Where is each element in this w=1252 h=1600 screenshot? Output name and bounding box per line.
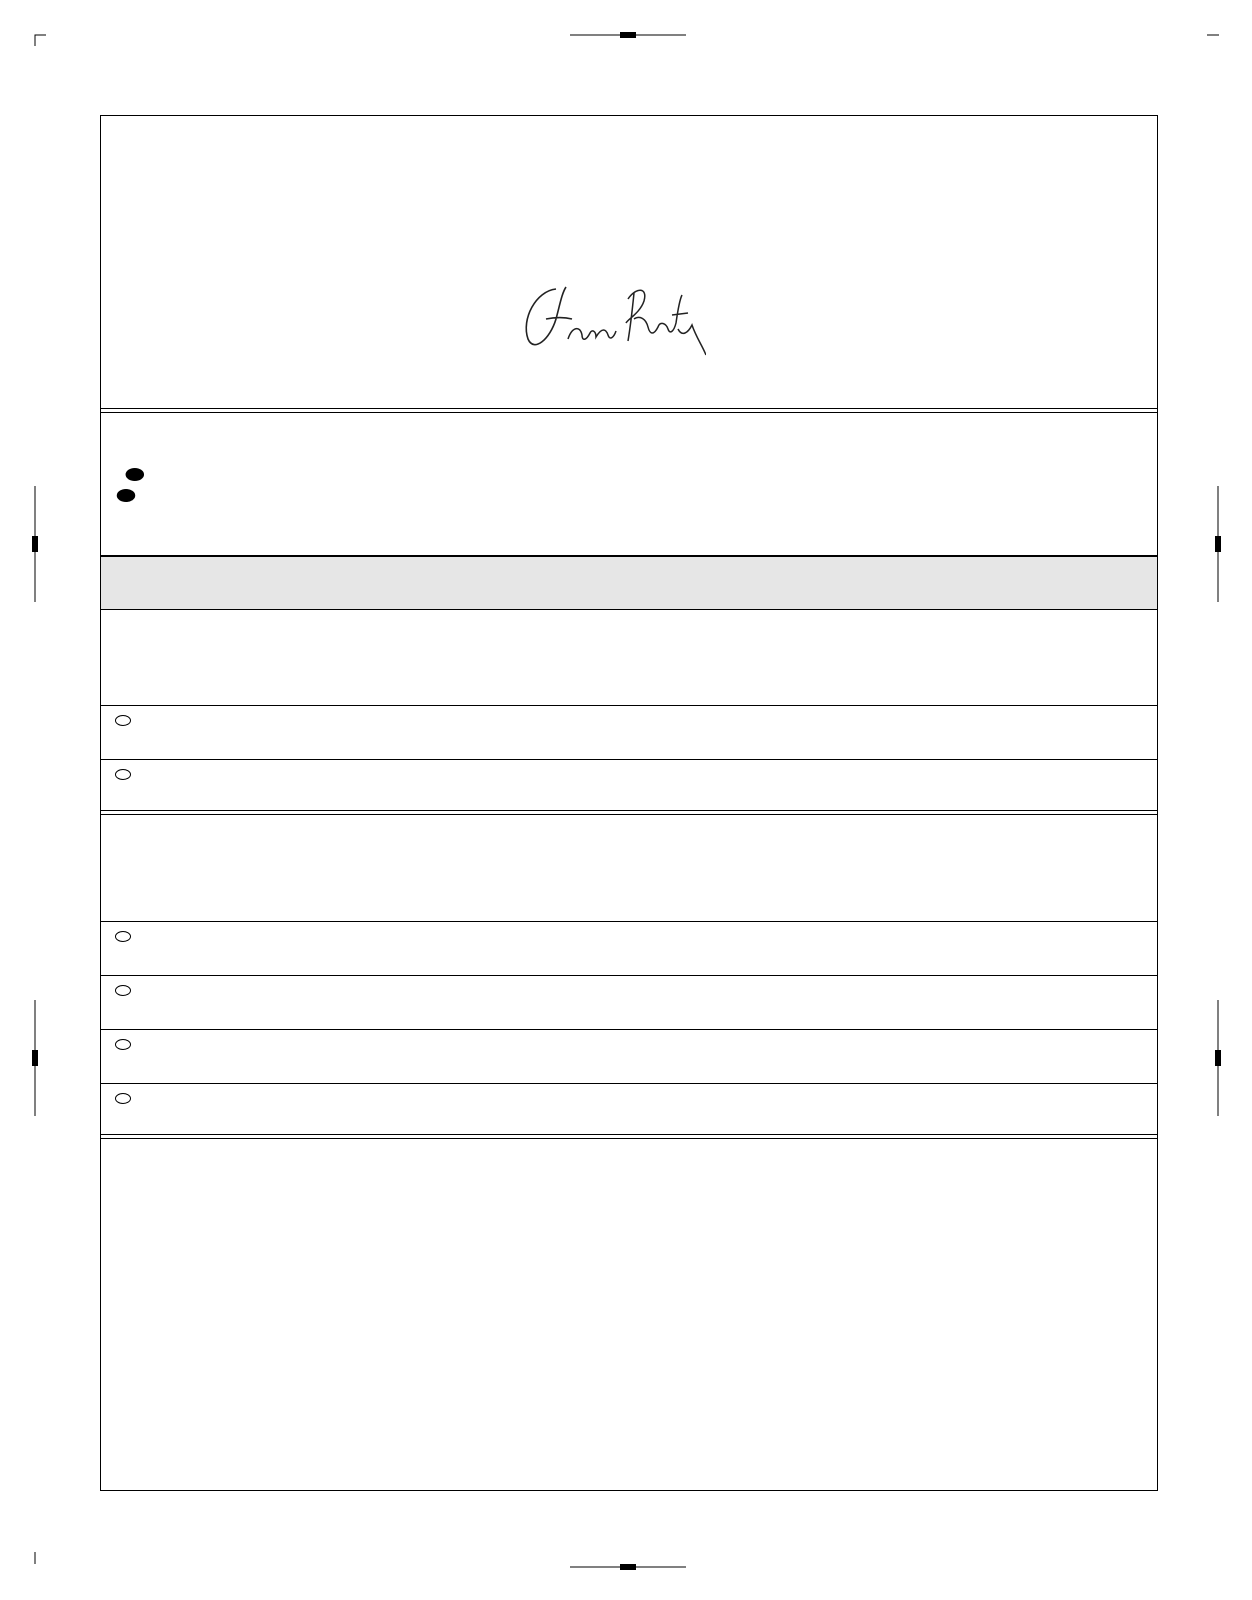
vote-oval[interactable] (115, 1039, 131, 1050)
crop-mark-bottom-left (34, 1552, 46, 1564)
candidate-row[interactable] (101, 922, 1157, 976)
crop-mark-bottom-right (1207, 1552, 1219, 1564)
vote-oval[interactable] (115, 1093, 131, 1104)
vote-oval[interactable] (115, 715, 131, 726)
registration-mark-left-upper (29, 486, 41, 602)
candidate-row[interactable] (101, 1084, 1157, 1138)
vote-oval[interactable] (115, 931, 131, 942)
section-title (101, 555, 1157, 610)
registration-mark-left-lower (29, 1000, 41, 1116)
candidate-row[interactable] (101, 1030, 1157, 1084)
recorder-signature (516, 279, 706, 361)
vote-oval[interactable] (115, 769, 131, 780)
registration-mark-right-lower (1212, 1000, 1224, 1116)
vote-oval[interactable] (115, 985, 131, 996)
candidate-row[interactable] (101, 976, 1157, 1030)
header-divider (101, 408, 1157, 413)
registration-mark-bottom (570, 1561, 686, 1573)
race-divider (101, 810, 1157, 815)
registration-mark-right-upper (1212, 486, 1224, 602)
crop-mark-top-right (1207, 34, 1219, 46)
race-divider (101, 1134, 1157, 1139)
candidate-row[interactable] (101, 760, 1157, 814)
filled-oval-icon (117, 489, 135, 502)
candidate-row[interactable] (101, 706, 1157, 760)
registration-mark-top (570, 29, 686, 41)
crop-mark-top-left (34, 34, 46, 46)
filled-oval-icon (126, 468, 144, 481)
ballot-frame (100, 115, 1158, 1491)
voter-instructions (115, 462, 1145, 504)
